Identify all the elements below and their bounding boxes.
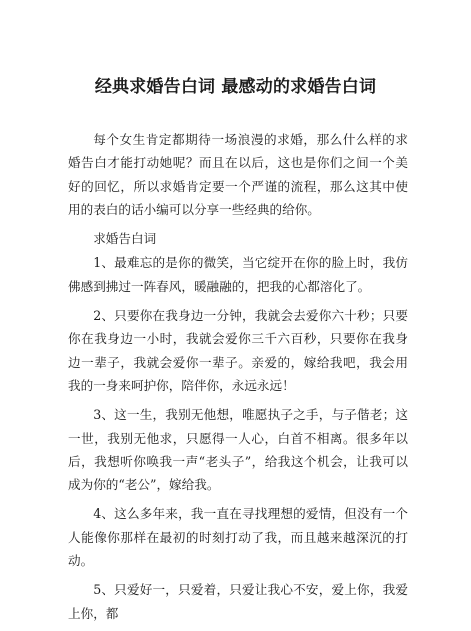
list-item: 1、最难忘的是你的微笑，当它绽开在你的脸上时，我仿佛感到拂过一阵春风，暖融融的，把我的心都溶化了。	[68, 255, 408, 294]
section-heading: 求婚告白词	[93, 231, 157, 247]
list-item: 5、只爱好一，只爱着，只爱让我心不安，爱上你，我爱上你，都	[68, 582, 408, 621]
document-body	[68, 128, 408, 631]
intro-paragraph: 每个女生肯定都期待一场浪漫的求婚，那么什么样的求婚告白才能打动她呢？而且在以后，这也是你们之间一个美好的回忆，所以求婚肯定要一个严谨的流程，那么这其中使用的表白的话小编可以分享一些经典的给你。	[68, 132, 408, 217]
list-item: 2、只要你在我身边一分钟，我就会去爱你六十秒；只要你在我身边一小时，我就会爱你三千六百秒，只要你在我身边一辈子，我就会爱你一辈子。亲爱的，嫁给我吧，我会用我的一身来呵护你，陪伴你，永远永远！	[68, 308, 408, 393]
document-title: 经典求婚告白词 最感动的求婚告白词	[94, 77, 377, 97]
list-item: 3、这一生，我别无他想，唯愿执子之手，与子偕老；这一世，我别无他求，只愿得一人心，白首不相离。很多年以后，我想听你唤我一声“老头子”，给我这个机会，让我可以成为你的“老公”，嫁给我。	[68, 407, 408, 493]
list-item: 4、这么多年来，我一直在寻找理想的爱情，但没有一个人能像你那样在最初的时刻打动了我，而且越来越深沉的打动。	[68, 506, 408, 569]
